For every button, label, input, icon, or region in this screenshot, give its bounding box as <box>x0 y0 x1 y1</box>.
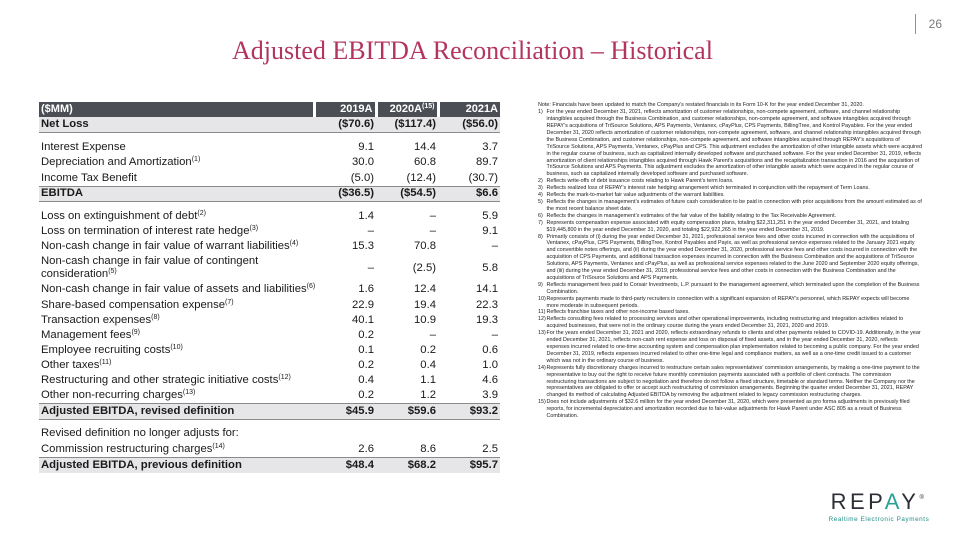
row-label: Interest Expense <box>41 140 126 153</box>
table-row <box>39 373 500 388</box>
footnote-item <box>538 309 922 316</box>
footnote-number: 13) <box>538 330 546 337</box>
footnote-number: 7) <box>538 219 543 226</box>
adjusted-ebitda-previous-row <box>39 457 500 473</box>
value-2019a: 22.9 <box>352 298 374 311</box>
footnote-text: Represents payments made to third-party recruiters in connection with a significant expansion of REPAY’s personnel, which REPAY expects will become more moderate in subsequent periods. <box>546 295 910 309</box>
value-2019a: 0.4 <box>358 374 374 387</box>
footnote-text: Represents fully discretionary charges incurred to restructure certain sales representatives’ commission arrangements, by making a one-time payment to the representative to buy out the right to receive future monthly commission payments associated with a portfolio of client contracts. The commission restructuring transactions are subject to negotiation and therefore do not follow a fixed structure, timetable or standard terms. Neither the Company nor the representatives are obligated to offer or accept such restructuring of commission arrangements. Beginning the quarter ended December 31, 2021, REPAY changed its method of calculating Adjusted EBITDA by removing the adjustment related to legacy commission restructuring charges. <box>546 364 920 399</box>
row-label: Employee recruiting costs$^{(10)}$ <box>41 344 183 357</box>
value-2020a: 0.4 <box>420 359 436 372</box>
value-2020a: 1.2 <box>420 389 436 402</box>
footnote-item <box>538 282 922 296</box>
value-2020a <box>376 426 438 442</box>
page-title: Adjusted EBITDA Reconciliation – Historical <box>232 36 713 65</box>
value-2021a: 0.6 <box>482 344 498 357</box>
footnote-text: Reflects the changes in management’s estimates of future cash consideration to be paid in connection with prior acquisitions from the amount estimated as of the most recent balance sheet date. <box>546 198 922 212</box>
footnote-item <box>538 296 922 310</box>
value-2020a: 12.4 <box>414 283 436 296</box>
footnote-text: Primarily consists of (i) during the year ended December 31, 2021, professional service fees and other costs incurred in connection with the acquisitions of Ventanex, cPayPlus, CPS Payments, BillingTree, Kontrol Payables and Payix, as well as professional service expenses related to the January 2021 equity and convertible notes offerings, and (ii) during the year ended December 31, 2020, professional service fees and other costs incurred in connection with the acquisition of CPS Payments, and additional transaction expenses incurred in connection with the Business Combination and the acquisitions of TriSource Solutions, APS Payments, Ventanex and cPayPlus, as well as professional service expenses related to the June 2020 and September 2020 equity offerings, and (iii) during the year ended December 31, 2019, professional service fees and other costs in connection with the Business Combination and the acquisitions of TriSource Solutions and APS Payments. <box>546 233 919 281</box>
footnote-number: 9) <box>538 281 543 288</box>
page-number: 26 <box>928 17 942 31</box>
footnote-number: 3) <box>538 185 543 192</box>
value-2021a: ($56.0) <box>438 117 500 133</box>
value-2020a: 1.1 <box>420 374 436 387</box>
row-label: Other taxes$^{(11)}$ <box>41 359 112 372</box>
value-2020a: $59.6 <box>376 404 438 420</box>
ebitda-reconciliation-table <box>39 102 500 473</box>
repay-logo <box>820 491 938 523</box>
value-2021a: – <box>491 240 498 253</box>
table-row <box>39 140 500 156</box>
footnotes <box>538 102 922 420</box>
footnote-text: Reflects realized loss of REPAY’s interest rate hedging arrangement which terminated in conjunction with the repayment of Term Loans. <box>546 185 870 192</box>
value-2021a: $6.6 <box>438 186 500 202</box>
footnote-number: 14) <box>538 364 546 371</box>
value-2019a: (5.0) <box>350 171 374 184</box>
row-label: Income Tax Benefit <box>41 171 137 184</box>
footnote-text: Reflects the mark-to-market fair value adjustments of the warrant liabilities. <box>546 192 725 199</box>
footnote-item <box>538 192 922 199</box>
adjusted-ebitda-revised-row <box>39 404 500 420</box>
value-2021a: – <box>491 328 498 341</box>
value-2020a: – <box>429 328 436 341</box>
footnotes-intro: Note: Financials have been updated to match the Company’s restated financials in its Form 10-K for the year ended December 31, 2020. <box>538 102 864 108</box>
footnote-item <box>538 330 922 365</box>
spacer-row <box>39 133 500 140</box>
footnote-text: For the years ended December 31, 2021 and 2020, reflects extraordinary refunds to clients and other payments related to COVID-19. Additionally, in the year ended December 31, 2021, reflects non-cash rent expense and loss on disposal of fixed assets, and in the year ended December 31, 2020, reflects expenses incurred related to one-time accounting system and compensation plan implementation related to becoming a public company. For the year ended December 31, 2019, reflects expenses incurred related to other one-time legal and compliance matters, as well as a one-time credit issued to a customer which was not in the ordinary course of business. <box>546 330 921 364</box>
footnote-number: 12) <box>538 316 546 323</box>
value-2019a: 0.2 <box>358 328 374 341</box>
footnote-item <box>538 220 922 234</box>
footnote-item <box>538 399 922 420</box>
value-2020a: (2.5) <box>412 261 436 274</box>
row-label: EBITDA <box>39 186 314 202</box>
table-row <box>39 282 500 297</box>
footnote-item <box>538 234 922 282</box>
page-number-divider <box>915 14 916 34</box>
footnote-item <box>538 185 922 192</box>
row-label: Revised definition no longer adjusts for: <box>41 427 239 440</box>
net-loss-row <box>39 117 500 133</box>
table-row <box>39 312 500 327</box>
value-2021a: 9.1 <box>482 224 498 237</box>
footnote-item <box>538 199 922 213</box>
row-label: Adjusted EBITDA, previous definition <box>39 457 314 473</box>
value-2019a: 40.1 <box>352 313 374 326</box>
row-label: Non-cash change in fair value of assets and liabilities$^{(6)}$ <box>41 283 316 296</box>
spacer-row <box>39 419 500 426</box>
row-label: Other non-recurring charges$^{(13)}$ <box>41 389 196 402</box>
footnote-number: 15) <box>538 399 546 406</box>
footnote-text: Reflects management fees paid to Corsair Investments, L.P. pursuant to the management agreement, which terminated upon the completion of the Business Combination. <box>546 281 920 295</box>
footnote-number: 6) <box>538 212 543 219</box>
footnote-number: 2) <box>538 178 543 185</box>
footnote-number: 8) <box>538 233 543 240</box>
row-label: Net Loss <box>39 117 314 133</box>
value-2021a: 1.0 <box>482 359 498 372</box>
value-2019a: $45.9 <box>314 404 376 420</box>
value-2020a: (12.4) <box>406 171 436 184</box>
value-2019a: 1.4 <box>358 209 374 222</box>
value-2021a: $95.7 <box>438 457 500 473</box>
table-row <box>39 209 500 224</box>
row-label: Adjusted EBITDA, revised definition <box>39 404 314 420</box>
row-label: Commission restructuring charges$^{(14)}$ <box>41 442 225 455</box>
row-label: Management fees$^{(9)}$ <box>41 328 140 341</box>
table-row <box>39 254 500 282</box>
value-2021a: 19.3 <box>476 313 498 326</box>
value-2019a: ($70.6) <box>314 117 376 133</box>
table-row <box>39 328 500 343</box>
value-2021a <box>438 426 500 442</box>
value-2021a: 5.8 <box>482 261 498 274</box>
value-2020a: – <box>429 224 436 237</box>
table-row <box>39 426 500 442</box>
value-2019a: $48.4 <box>314 457 376 473</box>
table-row <box>39 171 500 187</box>
footnote-text: Reflects franchise taxes and other non-income based taxes. <box>546 309 690 316</box>
ebitda-row <box>39 186 500 202</box>
value-2019a: – <box>367 224 374 237</box>
row-label: Loss on extinguishment of debt$^{(2)}$ <box>41 209 206 222</box>
value-2020a: – <box>429 209 436 222</box>
spacer-row <box>39 202 500 209</box>
value-2020a: 10.9 <box>414 313 436 326</box>
row-label: Depreciation and Amortization$^{(1)}$ <box>41 156 201 169</box>
value-2021a: 4.6 <box>482 374 498 387</box>
footnote-item <box>538 109 922 178</box>
logo-tagline: Realtime Electronic Payments <box>828 516 930 523</box>
footnote-text: For the year ended December 31, 2021, reflects amortization of customer relationships, non-compete agreement, software, and channel relationship intangibles acquired through the Business Combination, and customer relationships, non-compete agreement, and software intangibles acquired through REPAY’s acquisitions of TriSource Solutions, APS Payments, Ventanex, cPayPlus, CPS Payments, BillingTree, and Kontrol Payables. For the year ended December 31, 2020 reflects amortization of customer relationships, non-compete agreement, software, and channel relationship intangibles acquired through the Business Combination, and customer relationships, non-compete agreement, and software intangibles acquired through REPAY’s acquisitions of TriSource Solutions, APS Payments, Ventanex, cPayPlus and CPS. This adjustment excludes the amortization of other intangible assets which were acquired in the regular course of business, such as capitalized internally developed software and purchased software. For the year ended December 31, 2019, reflects amortization of client relationships intangibles acquired through Hawk Parent’s acquisitions and the recapitalization transaction in 2016 and the acquisition of TriSource Solutions and APS Payments. This adjustment excludes the amortization of other intangible assets which were acquired in the regular course of business, such as capitalized internally developed software and purchased software. <box>546 109 922 178</box>
row-label: Restructuring and other strategic initiative costs$^{(12)}$ <box>41 374 291 387</box>
table-row <box>39 224 500 239</box>
row-label: Loss on termination of interest rate hedge$^{(3)}$ <box>41 224 259 237</box>
footnote-number: 4) <box>538 192 543 199</box>
value-2021a: 3.9 <box>482 389 498 402</box>
header-2021a: 2021A <box>438 102 500 117</box>
footnote-number: 11) <box>538 309 546 316</box>
table-row <box>39 155 500 171</box>
footnote-text: Reflects consulting fees related to processing services and other operational improvements, including restructuring and integration activities related to acquired businesses, that were not in the ordinary course during the years ended December 31, 2021, 2020 and 2019. <box>546 316 904 330</box>
value-2019a: ($36.5) <box>314 186 376 202</box>
footnote-number: 10) <box>538 295 546 302</box>
value-2020a: 14.4 <box>414 140 436 153</box>
row-label: Non-cash change in fair value of warrant liabilities$^{(4)}$ <box>41 240 299 253</box>
value-2020a: 60.8 <box>414 156 436 169</box>
footnote-text: Represents compensation expense associated with equity compensation plans, totaling $22,311,251 in the year ended December 31, 2021, and totaling $19,445,800 in the year ended December 31, 2020, and totaling $22,922,265 in the year ended December 31, 2019. <box>546 219 910 233</box>
value-2019a: – <box>367 261 374 274</box>
footnote-item <box>538 213 922 220</box>
footnote-number: 5) <box>538 198 543 205</box>
value-2021a: 5.9 <box>482 209 498 222</box>
header-units: ($MM) <box>41 103 73 116</box>
value-2021a: 2.5 <box>482 442 498 455</box>
value-2021a: (30.7) <box>468 171 498 184</box>
value-2020a: 0.2 <box>420 344 436 357</box>
value-2021a: 3.7 <box>482 140 498 153</box>
table-row <box>39 388 500 403</box>
value-2019a: 2.6 <box>358 442 374 455</box>
value-2020a: ($54.5) <box>376 186 438 202</box>
value-2019a: 30.0 <box>352 156 374 169</box>
logo-wordmark: REPAY® <box>830 489 928 514</box>
footnote-item <box>538 178 922 185</box>
row-label: Share-based compensation expense$^{(7)}$ <box>41 298 234 311</box>
value-2021a: $93.2 <box>438 404 500 420</box>
value-2020a: $68.2 <box>376 457 438 473</box>
table-row <box>39 343 500 358</box>
value-2020a: 19.4 <box>414 298 436 311</box>
footnote-number: 1) <box>538 109 543 116</box>
footnote-item <box>538 365 922 400</box>
footnote-text: Does not include adjustments of $32.6 million for the year ended December 31, 2020, which were presented as pro forma adjustments in previously filed reports, for incremental depreciation and amortization recorded due to fair-value adjustments for Hawk Parent under ASC 805 as a result of Business Combination. <box>546 399 910 420</box>
footnote-text: Reflects write-offs of debt issuance costs relating to Hawk Parent’s term loans. <box>546 178 734 185</box>
value-2019a: 15.3 <box>352 240 374 253</box>
table-row <box>39 358 500 373</box>
table-row <box>39 297 500 312</box>
value-2021a: 14.1 <box>476 283 498 296</box>
value-2019a: 0.1 <box>358 344 374 357</box>
value-2019a: 1.6 <box>358 283 374 296</box>
header-2019a: 2019A <box>314 102 376 117</box>
header-2020a: $2020A^{(15)}$ <box>376 102 438 117</box>
table-header-row <box>39 102 500 117</box>
row-label: Transaction expenses$^{(8)}$ <box>41 313 160 326</box>
value-2020a: 70.8 <box>414 240 436 253</box>
table-row <box>39 442 500 458</box>
value-2021a: 22.3 <box>476 298 498 311</box>
value-2020a: 8.6 <box>420 442 436 455</box>
value-2019a: 0.2 <box>358 389 374 402</box>
value-2021a: 89.7 <box>476 156 498 169</box>
value-2020a: ($117.4) <box>376 117 438 133</box>
value-2019a: 0.2 <box>358 359 374 372</box>
table-row <box>39 239 500 254</box>
value-2019a <box>314 426 376 442</box>
footnote-item <box>538 316 922 330</box>
value-2019a: 9.1 <box>358 140 374 153</box>
row-label: Non-cash change in fair value of contingent consideration$^{(5)}$ <box>41 255 259 281</box>
footnote-text: Reflects the changes in management’s estimates of the fair value of the liability relating to the Tax Receivable Agreement. <box>546 212 837 219</box>
